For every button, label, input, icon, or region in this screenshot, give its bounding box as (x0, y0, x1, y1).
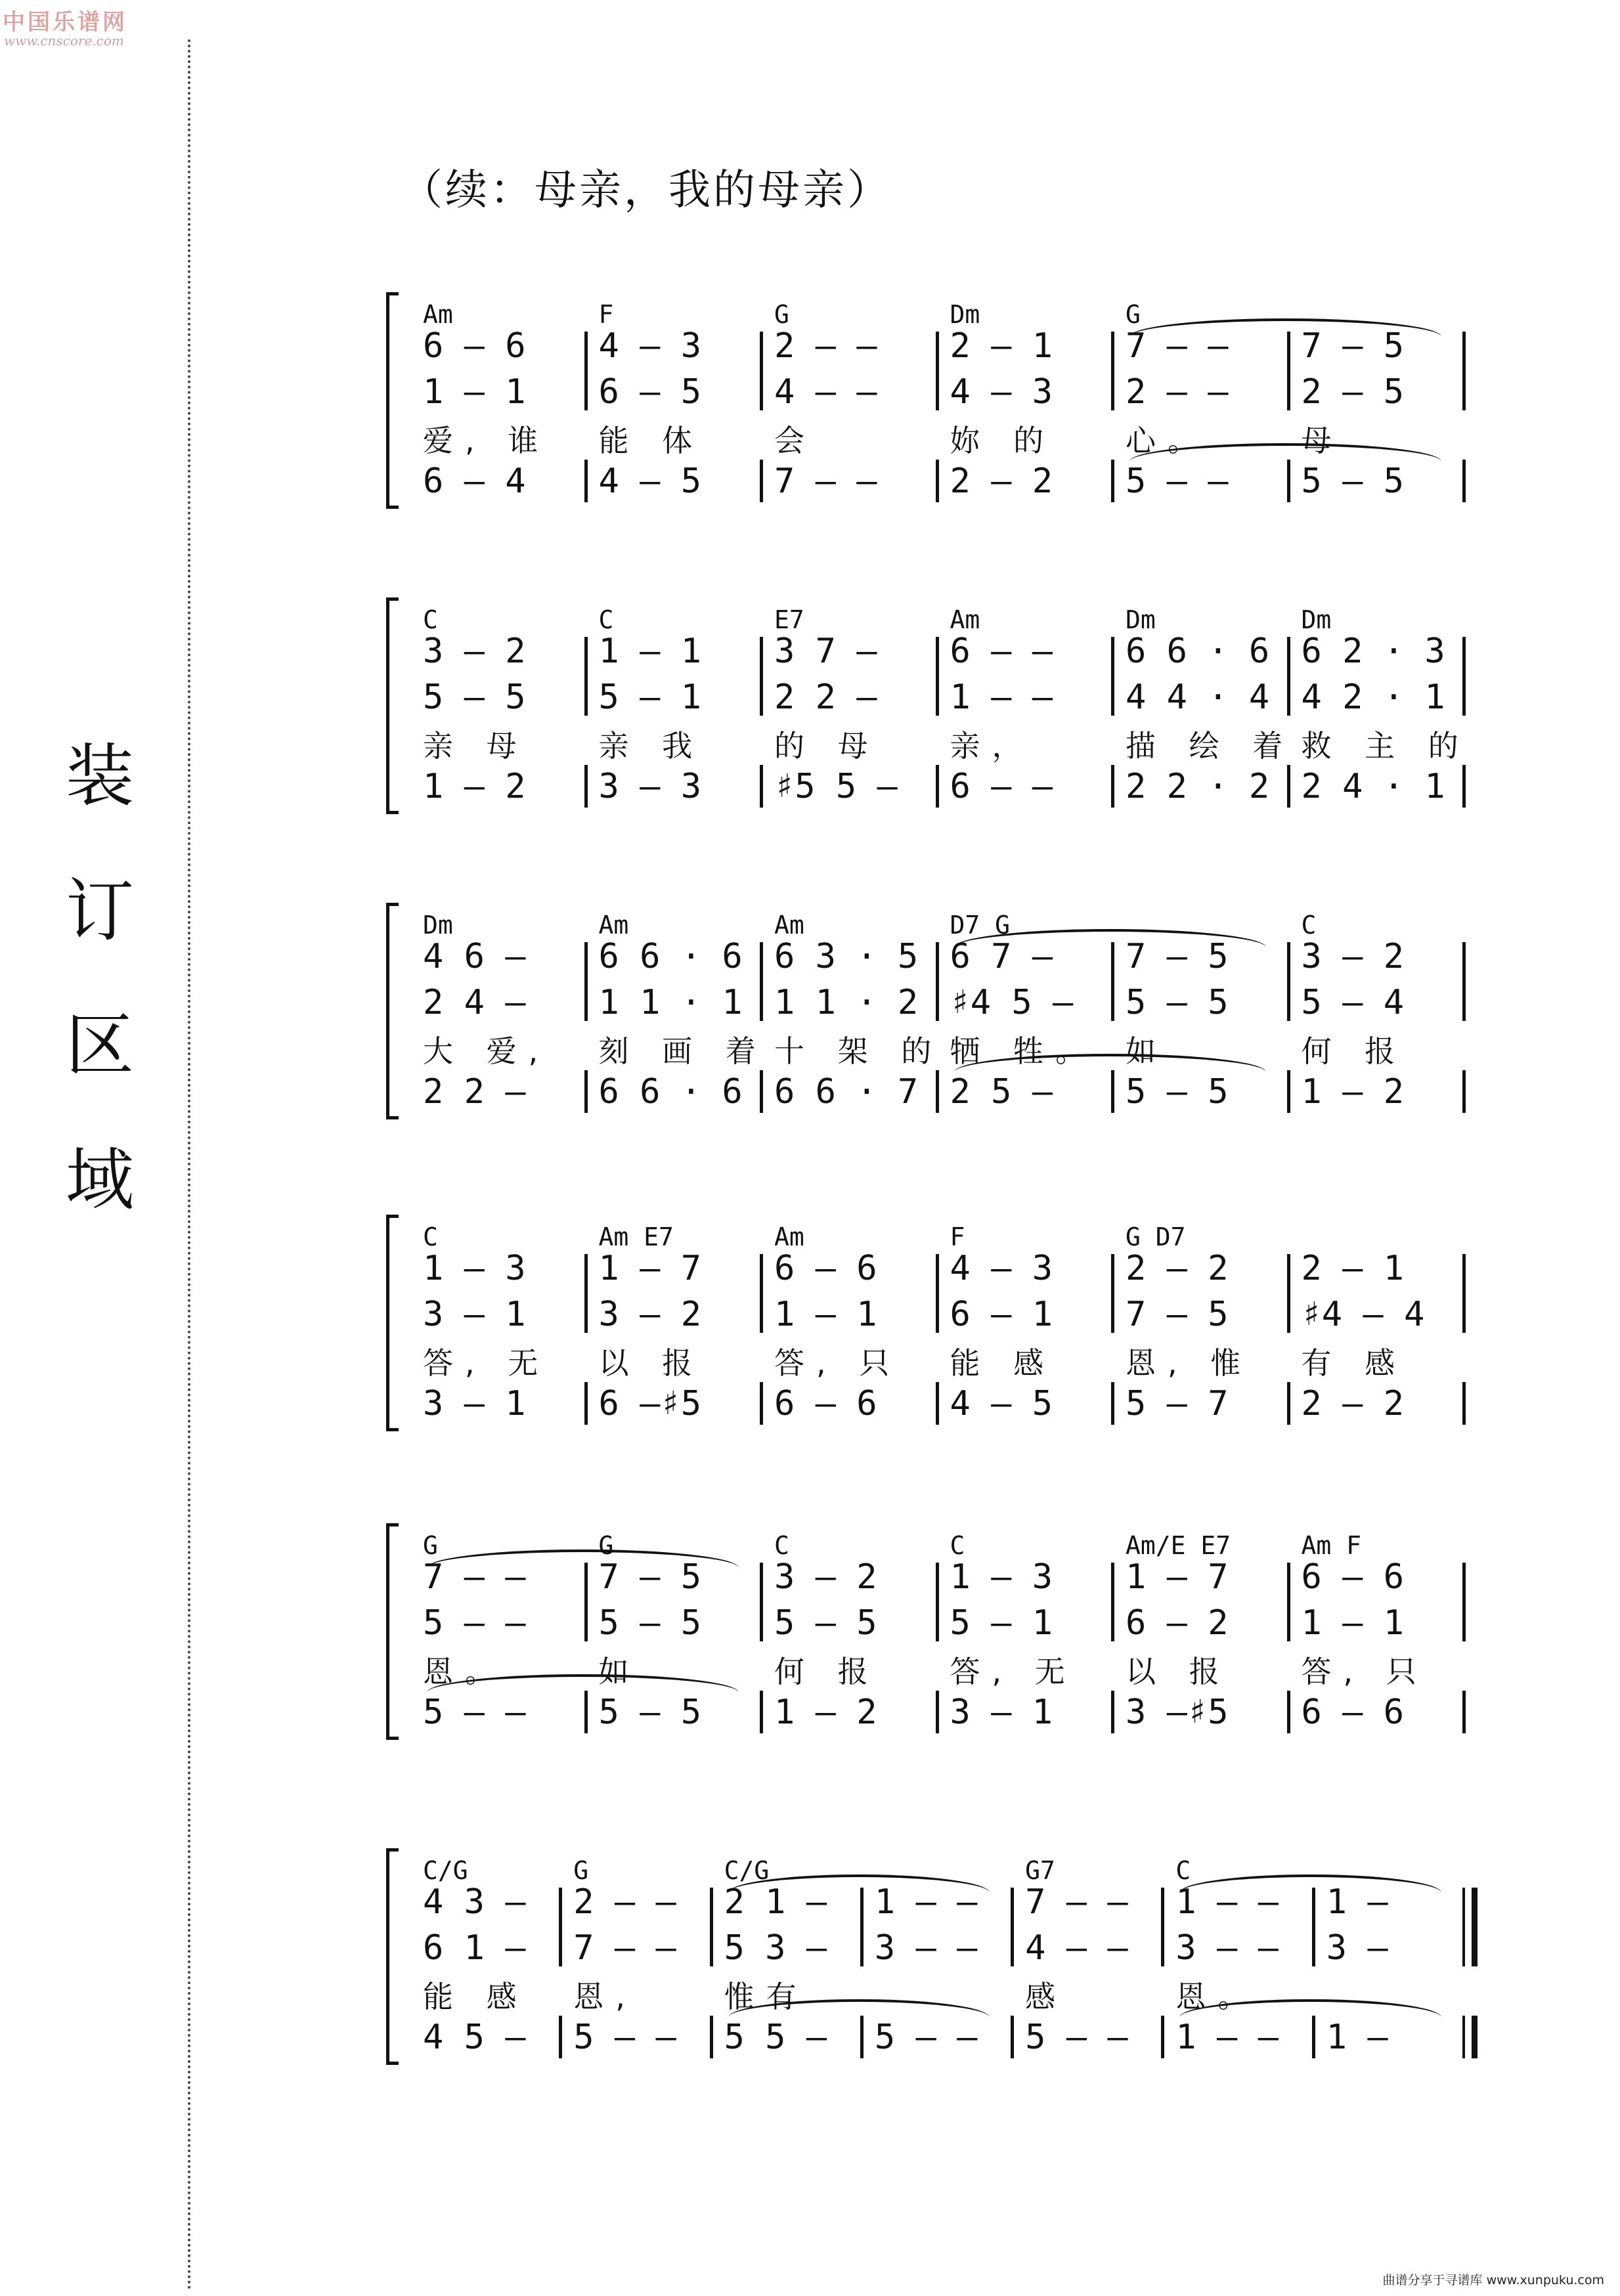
barline (936, 332, 939, 410)
barline (584, 460, 588, 502)
melody-lower: 4 4 · 4 (1126, 678, 1270, 717)
barline (860, 1888, 864, 1966)
chord-symbol: Am E7 (598, 1223, 674, 1251)
barline (1011, 2016, 1014, 2058)
bass-line: 2 2 – (423, 1072, 526, 1112)
melody-lower: 2 – – (1126, 372, 1229, 412)
melody-lower: 1 1 · 2 (774, 983, 919, 1022)
melody-upper: 7 – 5 (1126, 937, 1229, 976)
barline (559, 2016, 562, 2058)
barline (936, 1691, 939, 1733)
lyric: 爱, 谁 (423, 423, 550, 458)
melody-lower: 5 – 5 (774, 1603, 877, 1643)
lyric: 以 报 (1126, 1654, 1231, 1689)
barline (559, 1888, 562, 1966)
melody-upper: 7 – – (1126, 326, 1229, 366)
bass-line: 5 – – (573, 2018, 676, 2057)
melody-upper: 6 3 · 5 (774, 937, 919, 976)
chord-symbol: C (1301, 911, 1317, 940)
chord-symbol: Am (774, 911, 804, 940)
lyric: 会 (774, 423, 816, 458)
barline (710, 2016, 713, 2058)
chord-symbol: G (774, 300, 789, 329)
melody-upper: 3 – 2 (774, 1557, 877, 1597)
chord-symbol: Dm (1301, 605, 1332, 634)
melody-lower: 5 – 5 (598, 1603, 702, 1643)
bass-line: 5 – – (1126, 462, 1229, 501)
melody-lower: 1 1 · 1 (598, 983, 743, 1022)
barline (1462, 637, 1466, 716)
barline (1287, 1382, 1290, 1425)
barline (760, 637, 763, 716)
melody-lower: 5 – 5 (423, 678, 526, 717)
melody-upper: 1 – – (874, 1882, 978, 1922)
barline (1287, 1254, 1290, 1333)
barline (1312, 2016, 1315, 2058)
barline (1462, 942, 1466, 1021)
melody-upper: 6 – 6 (774, 1249, 877, 1288)
bass-line: 2 2 · 2 (1126, 767, 1270, 806)
melody-lower: ♯4 – 4 (1301, 1295, 1425, 1334)
footer-credit: 曲谱分享于寻谱库 www.xunpuku.com (1382, 2273, 1604, 2287)
chord-symbol: E7 (774, 605, 804, 634)
barline (584, 1691, 588, 1733)
melody-upper: 6 7 – (950, 937, 1053, 976)
barline (1161, 2016, 1164, 2058)
bass-line: 3 – 3 (598, 767, 702, 806)
bass-line: 2 – 2 (1301, 1384, 1405, 1423)
melody-upper: 2 – – (573, 1882, 676, 1922)
system-bracket (386, 903, 399, 1119)
bass-line: 6 6 · 6 (598, 1072, 743, 1112)
melody-lower: 4 2 · 1 (1301, 678, 1445, 717)
lyric: 恩。 (423, 1654, 507, 1689)
melody-upper: 1 – 1 (598, 632, 702, 671)
lyric: 描 绘 着 (1126, 728, 1295, 764)
melody-upper: 4 – 3 (950, 1249, 1053, 1288)
melody-upper: 6 – 6 (1301, 1557, 1405, 1597)
lyric: 以 报 (598, 1345, 705, 1381)
barline (1111, 1382, 1114, 1425)
lyric: 十 架 的 (774, 1033, 944, 1069)
melody-lower: 7 – – (573, 1928, 676, 1968)
melody-lower: 3 – 2 (598, 1295, 702, 1334)
melody-upper: 2 – 1 (950, 326, 1053, 366)
chord-symbol: C (1175, 1856, 1191, 1885)
melody-upper: 1 – 7 (1126, 1557, 1229, 1597)
melody-lower: 2 – 5 (1301, 372, 1405, 412)
melody-lower: 1 – – (950, 678, 1053, 717)
chord-symbol: Am F (1301, 1531, 1362, 1560)
melody-lower: 4 – – (774, 372, 877, 412)
melody-upper: 7 – 5 (1301, 326, 1405, 366)
lyric: 救 主 的 (1301, 728, 1470, 764)
melody-lower: 6 1 – (423, 1928, 526, 1968)
lyric: 如 (1126, 1033, 1168, 1069)
lyric: 牺 牲。 (950, 1033, 1098, 1069)
system-bracket (386, 597, 399, 814)
barline (1011, 1888, 1014, 1966)
bass-line: 6 – 6 (1301, 1693, 1405, 1732)
barline (860, 2016, 864, 2058)
barline (936, 1254, 939, 1333)
melody-lower: 6 – 1 (950, 1295, 1053, 1334)
system-bracket (386, 1848, 399, 2065)
melody-upper: 1 – 3 (950, 1557, 1053, 1597)
score-system (0, 1523, 1620, 1740)
melody-upper: 6 – 6 (423, 326, 526, 366)
barline (1287, 332, 1290, 410)
bass-line: 6 – 6 (774, 1384, 877, 1423)
lyric: 母 (1301, 423, 1344, 458)
melody-lower: 5 – 5 (1126, 983, 1229, 1022)
barline (584, 765, 588, 808)
barline (584, 942, 588, 1021)
score-system (0, 903, 1620, 1119)
barline (1287, 1070, 1290, 1113)
chord-symbol: Dm (950, 300, 980, 329)
bass-line: 4 5 – (423, 2018, 526, 2057)
melody-lower: ♯4 5 – (950, 983, 1074, 1022)
melody-upper: 4 6 – (423, 937, 526, 976)
barline (760, 332, 763, 410)
barline (760, 942, 763, 1021)
chord-symbol: G (573, 1856, 589, 1885)
lyric: 何 报 (774, 1654, 880, 1689)
lyric: 恩, 惟 (1126, 1345, 1253, 1381)
barline (584, 1070, 588, 1113)
chord-symbol: Am/E E7 (1126, 1531, 1231, 1560)
barline (1111, 942, 1114, 1021)
melody-lower: 2 2 – (774, 678, 877, 717)
lyric: 亲 我 (598, 728, 705, 764)
chord-symbol: C/G (724, 1856, 770, 1885)
system-bracket (386, 1523, 399, 1740)
barline (710, 1888, 713, 1966)
binding-char: 订 (65, 871, 134, 951)
lyric: 何 报 (1301, 1033, 1407, 1069)
binding-char: 区 (65, 1005, 134, 1085)
chord-symbol: G7 (1025, 1856, 1055, 1885)
melody-upper: 2 1 – (724, 1882, 827, 1922)
melody-lower: 3 – 1 (423, 1295, 526, 1334)
chord-symbol: G (423, 1531, 438, 1560)
chord-symbol: C (423, 605, 438, 634)
melody-lower: 6 – 2 (1126, 1603, 1229, 1643)
lyric: 亲， (950, 728, 1034, 764)
chord-symbol: Am (950, 605, 980, 634)
chord-symbol: G D7 (1126, 1223, 1186, 1251)
score-system (0, 1215, 1620, 1431)
melody-upper: 6 – – (950, 632, 1053, 671)
melody-upper: 2 – – (774, 326, 877, 366)
melody-lower: 5 – 1 (950, 1603, 1053, 1643)
bass-line: 3 –♯5 (1126, 1693, 1229, 1732)
barline (936, 942, 939, 1021)
chord-symbol: C (774, 1531, 789, 1560)
melody-upper: 1 – 3 (423, 1249, 526, 1288)
melody-upper: 7 – 5 (598, 1557, 702, 1597)
melody-lower: 3 – – (874, 1928, 978, 1968)
bass-line: 5 – – (423, 1693, 526, 1732)
barline (1111, 1563, 1114, 1641)
chord-symbol: Dm (423, 911, 453, 940)
barline (1287, 637, 1290, 716)
bass-line: 5 – 7 (1126, 1384, 1229, 1423)
barline (584, 1254, 588, 1333)
melody-upper: 4 – 3 (598, 326, 702, 366)
bass-line: 2 5 – (950, 1072, 1053, 1112)
bass-line: 1 – 2 (774, 1693, 877, 1732)
bass-line: 6 –♯5 (598, 1384, 702, 1423)
barline (1161, 1888, 1164, 1966)
bass-line: 5 – – (874, 2018, 978, 2057)
lyric: 能 体 (598, 423, 705, 458)
bass-line: 3 – 1 (423, 1384, 526, 1423)
melody-upper: 4 3 – (423, 1882, 526, 1922)
bass-line: 3 – 1 (950, 1693, 1053, 1732)
lyric: 感 (1025, 1979, 1068, 2014)
melody-lower: 3 – (1326, 1928, 1388, 1968)
final-double-barline (1462, 2016, 1478, 2058)
binding-char: 装 (65, 736, 134, 816)
binding-char: 域 (65, 1140, 134, 1220)
barline (1111, 1691, 1114, 1733)
bass-line: 5 5 – (724, 2018, 827, 2057)
melody-upper: 1 – – (1175, 1882, 1279, 1922)
barline (1111, 1070, 1114, 1113)
score-system (0, 1848, 1620, 2065)
lyric: 亲 母 (423, 728, 529, 764)
barline (1462, 1563, 1466, 1641)
barline (760, 1382, 763, 1425)
barline (1111, 460, 1114, 502)
melody-lower: 4 – – (1025, 1928, 1128, 1968)
barline (1462, 460, 1466, 502)
melody-upper: 3 7 – (774, 632, 877, 671)
chord-symbol: G (598, 1531, 614, 1560)
system-bracket (386, 292, 399, 509)
melody-lower: 7 – 5 (1126, 1295, 1229, 1334)
bass-line: 1 – 2 (423, 767, 526, 806)
bass-line: ♯5 5 – (774, 767, 898, 806)
barline (1111, 765, 1114, 808)
melody-upper: 6 6 · 6 (1126, 632, 1270, 671)
melody-lower: 2 4 – (423, 983, 526, 1022)
melody-lower: 1 – 1 (1301, 1603, 1405, 1643)
melody-upper: 1 – 7 (598, 1249, 702, 1288)
bass-line: 5 – 5 (598, 1693, 702, 1732)
melody-lower: 4 – 3 (950, 372, 1053, 412)
barline (1111, 1254, 1114, 1333)
melody-lower: 5 – 1 (598, 678, 702, 717)
barline (760, 765, 763, 808)
bass-line: 5 – – (1025, 2018, 1128, 2057)
barline (936, 460, 939, 502)
barline (760, 1254, 763, 1333)
barline (1287, 460, 1290, 502)
lyric: 恩, (573, 1979, 637, 2014)
chord-symbol: C (598, 605, 614, 634)
bass-line: 5 – 5 (1126, 1072, 1229, 1112)
barline (1462, 1070, 1466, 1113)
melody-upper: 6 6 · 6 (598, 937, 743, 976)
barline (760, 1691, 763, 1733)
chord-symbol: Am (774, 1223, 804, 1251)
barline (760, 1563, 763, 1641)
bass-line: 2 – 2 (950, 462, 1053, 501)
bass-line: 4 – 5 (950, 1384, 1053, 1423)
chord-symbol: D7 G (950, 911, 1011, 940)
lyric: 如 (598, 1654, 641, 1689)
melody-lower: 5 – 4 (1301, 983, 1405, 1022)
bass-line: 7 – – (774, 462, 877, 501)
bass-line: 1 – (1326, 2018, 1388, 2057)
lyric: 的 母 (774, 728, 880, 764)
melody-upper: 7 – – (1025, 1882, 1128, 1922)
lyric: 惟有 (724, 1979, 808, 2014)
lyric: 答, 无 (423, 1345, 550, 1381)
melody-upper: 2 – 1 (1301, 1249, 1405, 1288)
lyric: 心。 (1126, 423, 1210, 458)
system-bracket (386, 1215, 399, 1431)
bass-line: 6 6 · 7 (774, 1072, 919, 1112)
lyric: 能 感 (950, 1345, 1056, 1381)
barline (584, 637, 588, 716)
barline (936, 765, 939, 808)
barline (1111, 637, 1114, 716)
barline (1287, 765, 1290, 808)
barline (584, 1563, 588, 1641)
chord-symbol: C (950, 1531, 965, 1560)
chord-symbol: G (1126, 300, 1141, 329)
chord-symbol: C (423, 1223, 438, 1251)
watermark-title: 中国乐谱网 (3, 9, 127, 35)
melody-upper: 3 – 2 (1301, 937, 1405, 976)
lyric: 答, 只 (1301, 1654, 1428, 1689)
bass-line: 1 – 2 (1301, 1072, 1405, 1112)
barline (1462, 1254, 1466, 1333)
melody-upper: 1 – (1326, 1882, 1388, 1922)
chord-symbol: C/G (423, 1856, 468, 1885)
melody-lower: 3 – – (1175, 1928, 1279, 1968)
lyric: 答, 只 (774, 1345, 902, 1381)
barline (1462, 765, 1466, 808)
barline (936, 637, 939, 716)
lyric: 有 感 (1301, 1345, 1407, 1381)
barline (1287, 1691, 1290, 1733)
bass-line: 5 – 5 (1301, 462, 1405, 501)
barline (1287, 942, 1290, 1021)
final-double-barline (1462, 1888, 1478, 1966)
barline (1287, 1563, 1290, 1641)
bass-line: 4 – 5 (598, 462, 702, 501)
chord-symbol: F (598, 300, 614, 329)
chord-symbol: F (950, 1223, 965, 1251)
barline (1462, 332, 1466, 410)
lyric: 答, 无 (950, 1654, 1077, 1689)
melody-upper: 3 – 2 (423, 632, 526, 671)
barline (1312, 1888, 1315, 1966)
melody-lower: 1 – 1 (774, 1295, 877, 1334)
bass-line: 6 – 4 (423, 462, 526, 501)
barline (584, 1382, 588, 1425)
chord-symbol: Am (423, 300, 453, 329)
score-system (0, 597, 1620, 814)
melody-lower: 1 – 1 (423, 372, 526, 412)
chord-symbol: Am (598, 911, 629, 940)
barline (1462, 1691, 1466, 1733)
melody-upper: 7 – – (423, 1557, 526, 1597)
barline (760, 1070, 763, 1113)
watermark-url: www.cnscore.com (4, 33, 124, 49)
lyric: 恩。 (1175, 1979, 1260, 2014)
melody-lower: 5 – – (423, 1603, 526, 1643)
barline (1462, 1382, 1466, 1425)
barline (760, 460, 763, 502)
barline (1111, 332, 1114, 410)
bass-line: 6 – – (950, 767, 1053, 806)
barline (936, 1070, 939, 1113)
lyric: 妳 的 (950, 423, 1056, 458)
melody-upper: 2 – 2 (1126, 1249, 1229, 1288)
bass-line: 1 – – (1175, 2018, 1279, 2057)
lyric: 大 爱, (423, 1033, 550, 1069)
chord-symbol: Dm (1126, 605, 1156, 634)
score-system (0, 292, 1620, 509)
subtitle: （续：母亲，我的母亲） (401, 166, 892, 215)
melody-upper: 6 2 · 3 (1301, 632, 1445, 671)
lyric: 能 感 (423, 1979, 529, 2014)
barline (936, 1563, 939, 1641)
bass-line: 2 4 · 1 (1301, 767, 1445, 806)
melody-lower: 5 3 – (724, 1928, 827, 1968)
melody-lower: 6 – 5 (598, 372, 702, 412)
barline (936, 1382, 939, 1425)
barline (584, 332, 588, 410)
lyric: 刻 画 着 (598, 1033, 768, 1069)
